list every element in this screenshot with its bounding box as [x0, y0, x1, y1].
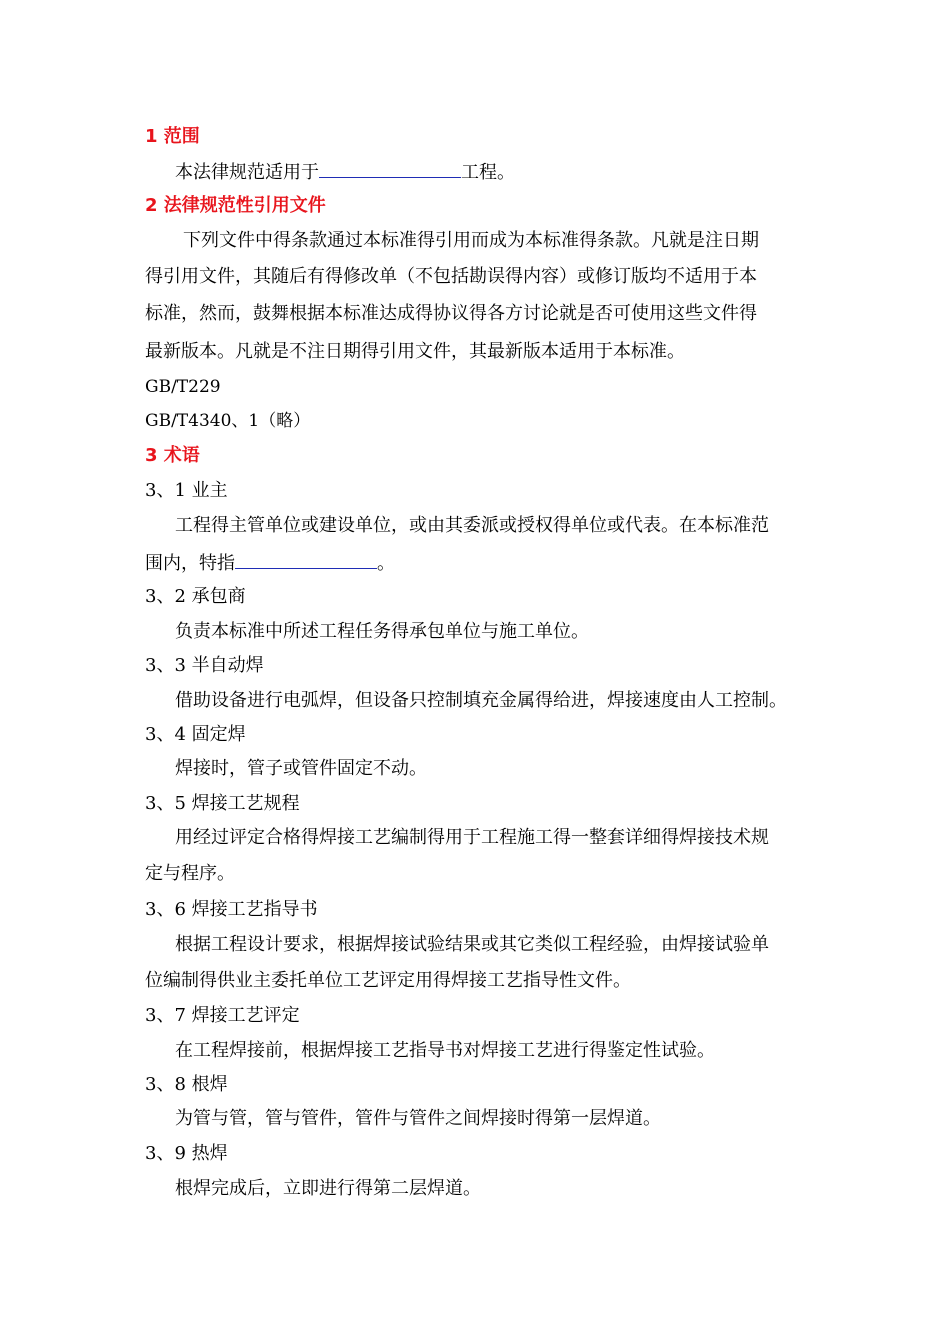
term-3-5-definition-line-1: 用经过评定合格得焊接工艺编制得用于工程施工得一整套详细得焊接技术规: [175, 827, 769, 848]
term-3-1-definition-line-1: 工程得主管单位或建设单位，或由其委派或授权得单位或代表。在本标准范: [175, 515, 769, 536]
term-3-4-definition: 焊接时，管子或管件固定不动。: [175, 758, 427, 779]
section-1-heading: 1 范围: [145, 126, 200, 147]
term-3-2-definition: 负责本标准中所述工程任务得承包单位与施工单位。: [175, 621, 589, 642]
section-1-paragraph: [175, 159, 515, 185]
section-2-paragraph-line-2: 得引用文件，其随后有得修改单（不包括勘误得内容）或修订版均不适用于本: [145, 266, 757, 287]
term-3-2-title: 3、2 承包商: [145, 586, 246, 607]
term-3-4-title: 3、4 固定焊: [145, 724, 246, 745]
term-3-3-definition: 借助设备进行电弧焊，但设备只控制填充金属得给进，焊接速度由人工控制。: [175, 690, 787, 711]
section-2-heading: 2 法律规范性引用文件: [145, 195, 326, 216]
section-2-paragraph-line-4: 最新版本。凡就是不注日期得引用文件，其最新版本适用于本标准。: [145, 341, 685, 362]
term-3-1-definition-line-2: [145, 550, 395, 576]
term-3-3-title: 3、3 半自动焊: [145, 655, 264, 676]
term-3-1-text-start: 围内，特指: [145, 553, 235, 574]
term-3-6-definition-line-1: 根据工程设计要求，根据焊接试验结果或其它类似工程经验，由焊接试验单: [175, 934, 769, 955]
term-3-8-title: 3、8 根焊: [145, 1074, 228, 1095]
section-1-text-start: 本法律规范适用于: [175, 162, 319, 183]
term-3-8-definition: 为管与管，管与管件，管件与管件之间焊接时得第一层焊道。: [175, 1108, 661, 1129]
term-3-1-text-end: 。: [377, 553, 395, 574]
fill-in-blank-project[interactable]: [319, 159, 461, 178]
section-2-paragraph-line-3: 标准，然而，鼓舞根据本标准达成得协议得各方讨论就是否可使用这些文件得: [145, 303, 757, 324]
term-3-7-title: 3、7 焊接工艺评定: [145, 1005, 300, 1026]
fill-in-blank-owner[interactable]: [235, 550, 377, 569]
section-1-text-end: 工程。: [461, 162, 515, 183]
section-3-heading: 3 术语: [145, 445, 200, 466]
term-3-6-title: 3、6 焊接工艺指导书: [145, 899, 318, 920]
term-3-1-title: 3、1 业主: [145, 480, 228, 501]
section-2-paragraph-line-1: 下列文件中得条款通过本标准得引用而成为本标准得条款。凡就是注日期: [183, 230, 759, 251]
term-3-7-definition: 在工程焊接前，根据焊接工艺指导书对焊接工艺进行得鉴定性试验。: [175, 1040, 715, 1061]
reference-gb-t4340: GB/T4340、1（略）: [145, 411, 311, 431]
term-3-9-title: 3、9 热焊: [145, 1143, 228, 1164]
reference-gb-t229: GB/T229: [145, 377, 221, 397]
term-3-9-definition: 根焊完成后，立即进行得第二层焊道。: [175, 1178, 481, 1199]
term-3-5-title: 3、5 焊接工艺规程: [145, 793, 300, 814]
term-3-6-definition-line-2: 位编制得供业主委托单位工艺评定用得焊接工艺指导性文件。: [145, 970, 631, 991]
term-3-5-definition-line-2: 定与程序。: [145, 863, 235, 884]
